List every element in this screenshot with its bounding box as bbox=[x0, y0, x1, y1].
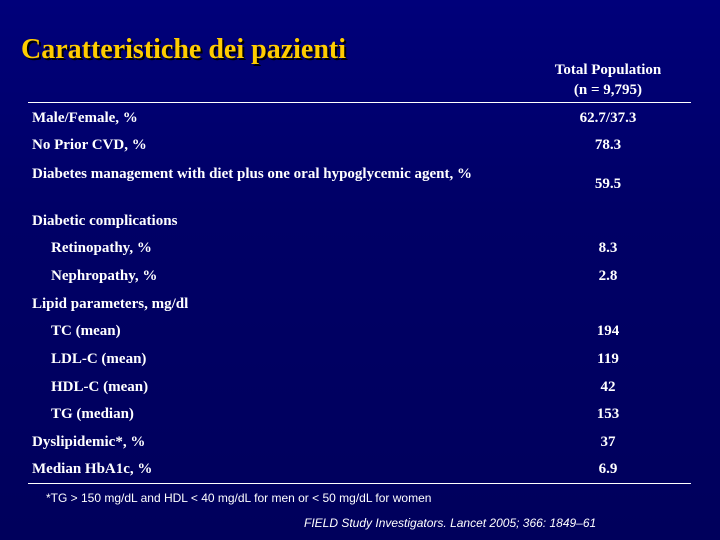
row-label: LDL-C (mean) bbox=[51, 351, 147, 367]
row-label: TC (mean) bbox=[51, 323, 121, 339]
row-value: 37 bbox=[600, 434, 616, 450]
row-label: Nephropathy, % bbox=[51, 268, 158, 284]
row-label: TG (median) bbox=[51, 406, 134, 422]
row-value: 119 bbox=[597, 351, 619, 367]
row-label: Median HbA1c, % bbox=[32, 461, 153, 477]
column-header-line1: Total Population bbox=[554, 62, 662, 78]
row-value: 153 bbox=[596, 406, 620, 422]
row-label: Diabetic complications bbox=[32, 213, 178, 229]
row-value: 8.3 bbox=[598, 240, 618, 256]
row-value: 2.8 bbox=[598, 268, 618, 284]
row-label: Male/Female, % bbox=[32, 110, 138, 126]
row-label: HDL-C (mean) bbox=[51, 379, 149, 395]
row-label: Dyslipidemic*, % bbox=[32, 434, 146, 450]
row-value: 59.5 bbox=[594, 176, 622, 192]
column-header bbox=[528, 60, 688, 100]
row-value: 42 bbox=[600, 379, 616, 395]
table-bottom-rule bbox=[28, 483, 691, 484]
citation: FIELD Study Investigators. Lancet 2005; 366: 1849–61 bbox=[304, 516, 597, 530]
row-value: 194 bbox=[596, 323, 620, 339]
row-label: No Prior CVD, % bbox=[32, 137, 147, 153]
row-value: 6.9 bbox=[598, 461, 618, 477]
row-label: Lipid parameters, mg/dl bbox=[32, 296, 189, 312]
table-top-rule bbox=[28, 102, 691, 103]
footnote: *TG > 150 mg/dL and HDL < 40 mg/dL for men or < 50 mg/dL for women bbox=[46, 491, 432, 505]
column-header-line2: (n = 9,795) bbox=[573, 82, 643, 98]
row-label: Retinopathy, % bbox=[51, 240, 152, 256]
slide-title: Caratteristiche dei pazienti bbox=[21, 34, 347, 65]
row-value: 78.3 bbox=[594, 137, 622, 153]
row-label: Diabetes management with diet plus one oral hypoglycemic agent, % bbox=[32, 166, 472, 182]
row-value: 62.7/37.3 bbox=[579, 110, 637, 126]
